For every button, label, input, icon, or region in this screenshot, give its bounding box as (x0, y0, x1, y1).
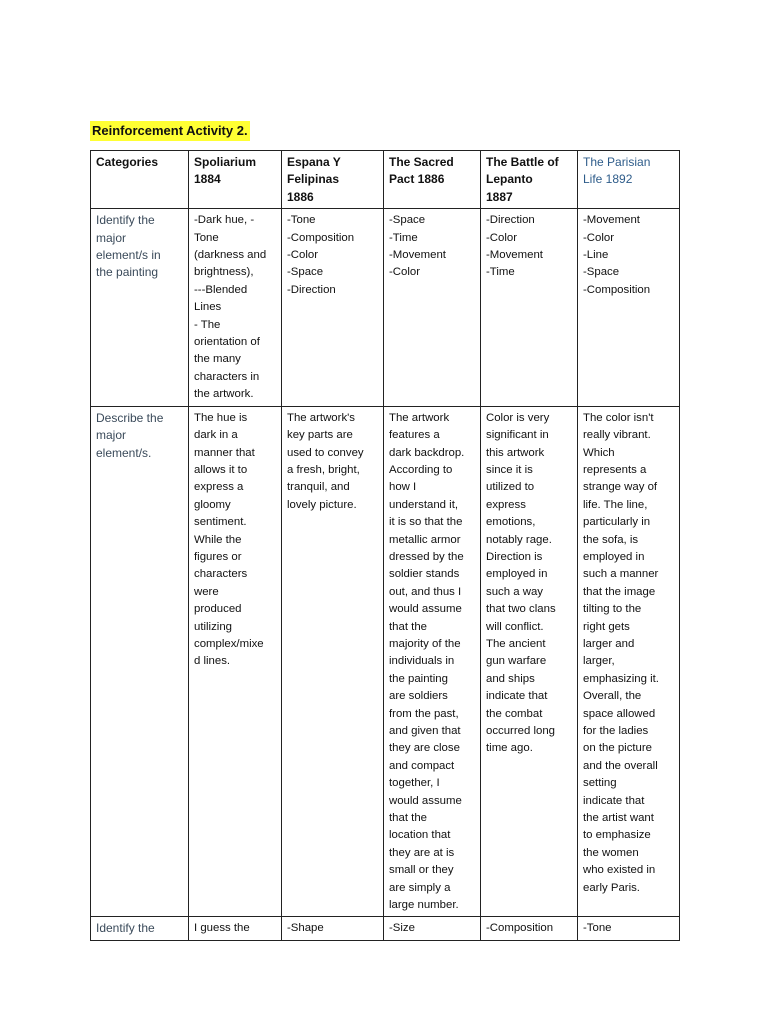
table-cell: -Tone (578, 917, 680, 940)
comparison-table (90, 150, 680, 941)
table-row (91, 406, 680, 917)
table-cell: The artwork features a dark backdrop. According to how I understand it, it is so that the metallic armor dressed by the soldier stands out, and thus I would assume that the majority of the individuals in the painting are soldiers from the past, and given that they are close and compact together, I would assume that the location that they are at is small or they are simply a large number. (384, 406, 481, 917)
header-parisian-life: The Parisian Life 1892 (578, 151, 680, 209)
table-row (91, 917, 680, 940)
table-cell: -Size (384, 917, 481, 940)
row-category: Identify the major element/s in the painting (91, 209, 189, 406)
header-sacred-pact: The Sacred Pact 1886 (384, 151, 481, 209)
table-cell: -Tone -Composition -Color -Space -Direction (282, 209, 384, 406)
table-header-row (91, 151, 680, 209)
table-cell: Color is very significant in this artwork since it is utilized to express emotions, notably rage. Direction is employed in such a way that two clans will conflict. The ancient gun warfare and ships indicate that the combat occurred long time ago. (481, 406, 578, 917)
table-cell: I guess the (189, 917, 282, 940)
table-cell: -Space -Time -Movement -Color (384, 209, 481, 406)
table-cell: -Dark hue, - Tone (darkness and brightness), ---Blended Lines - The orientation of the many characters in the artwork. (189, 209, 282, 406)
activity-title: Reinforcement Activity 2. (90, 121, 250, 141)
header-espana-y-felipinas: Espana Y Felipinas 1886 (282, 151, 384, 209)
header-categories: Categories (91, 151, 189, 209)
table-cell: -Direction -Color -Movement -Time (481, 209, 578, 406)
row-category: Describe the major element/s. (91, 406, 189, 917)
table-row (91, 209, 680, 406)
header-spoliarium: Spoliarium 1884 (189, 151, 282, 209)
row-category: Identify the (91, 917, 189, 940)
table-cell: The hue is dark in a manner that allows it to express a gloomy sentiment. While the figures or characters were produced utilizing complex/mixe d lines. (189, 406, 282, 917)
table-cell: The color isn't really vibrant. Which represents a strange way of life. The line, particularly in the sofa, is employed in such a manner that the image tilting to the right gets larger and larger, emphasizing it. Overall, the space allowed for the ladies on the picture and the overall setting indicate that the artist want to emphasize the women who existed in early Paris. (578, 406, 680, 917)
header-battle-of-lepanto: The Battle of Lepanto 1887 (481, 151, 578, 209)
table-cell: -Shape (282, 917, 384, 940)
table-cell: -Movement -Color -Line -Space -Composition (578, 209, 680, 406)
table-cell: -Composition (481, 917, 578, 940)
table-cell: The artwork's key parts are used to convey a fresh, bright, tranquil, and lovely picture. (282, 406, 384, 917)
